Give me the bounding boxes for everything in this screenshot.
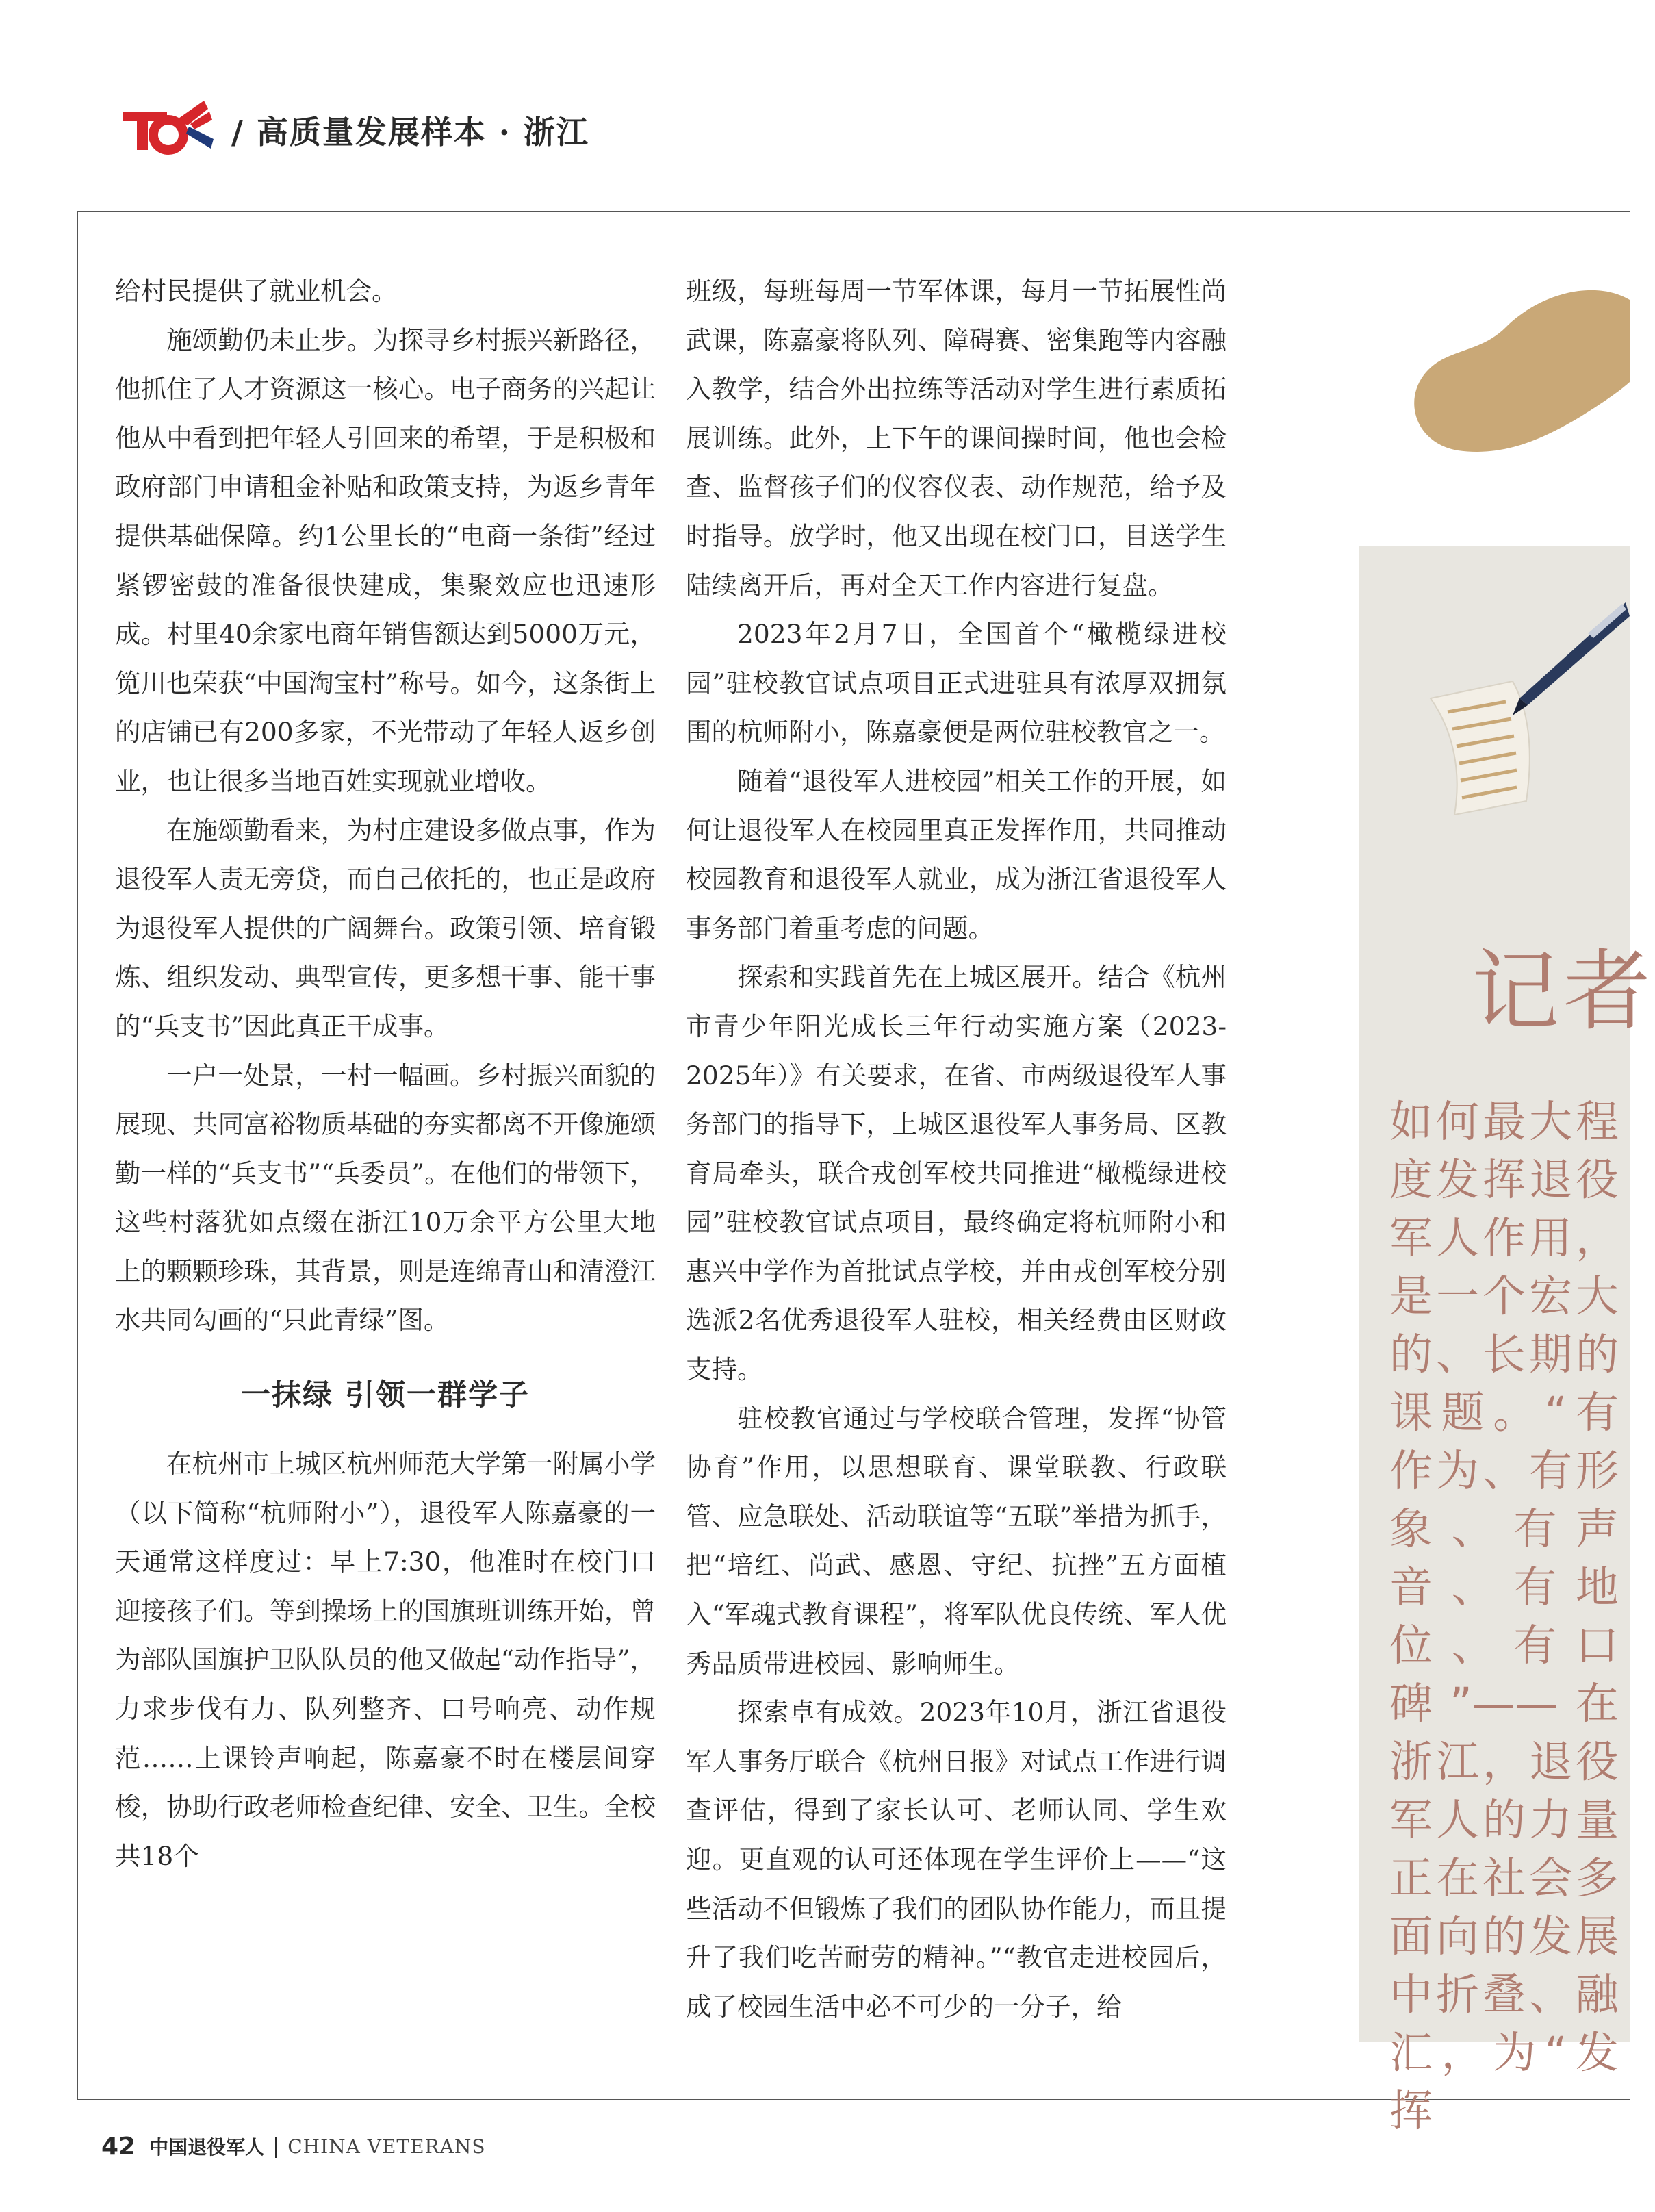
magazine-name: 中国退役军人 [149,2136,265,2159]
page-header [123,96,589,164]
article-column-1 [115,267,656,1881]
paragraph: 在杭州市上城区杭州师范大学第一附属小学（以下简称“杭师附小”），退役军人陈嘉豪的一天通常这样度过：早上7:30，他准时在校门口迎接孩子们。等到操场上的国旗班训练开始，曾为部队国旗护卫队队员的他又做起“动作指导”，力求步伐有力、队列整齐、口号响亮、动作规范……上课铃声响起，陈嘉豪不时在楼层间穿梭，协助行政老师检查纪律、安全、卫生。全校共18个 [115,1449,656,1871]
paragraph: 在施颂勤看来，为村庄建设多做点事，作为退役军人责无旁贷，而自己依托的，也正是政府为退役军人提供的广阔舞台。政策引领、培育锻炼、组织发动、典型宣传，更多想干事、能干事的“兵支书”因此真正干成事。 [115,815,656,1041]
sidebar-label: 记者 [1472,941,1655,1043]
section-title: / 高质量发展样本 · 浙江 [231,114,589,151]
magazine-logo [123,99,219,161]
decorative-blob [1403,286,1630,464]
paragraph: 一户一处景，一村一幅画。乡村振兴面貌的展现、共同富裕物质基础的夯实都离不开像施颂勤一样的“兵支书”“兵委员”。在他们的带领下，这些村落犹如点缀在浙江10万余平方公里大地上的颗颗珍珠，其背景，则是连绵青山和清澄江水共同勾画的“只此青绿”图。 [115,1060,656,1336]
paragraph: 探索卓有成效。2023年10月，浙江省退役军人事务厅联合《杭州日报》对试点工作进行调查评估，得到了家长认可、老师认同、学生欢迎。更直观的认可还体现在学生评价上——“这些活动不但锻炼了我们的团队协作能力，而且提升了我们吃苦耐劳的精神。”“教官走进校园后，成了校园生活中必不可少的一分子，给 [686,1697,1227,2022]
article-column-2 [686,267,1227,2031]
paragraph: 施颂勤仍未止步。为探寻乡村振兴新路径，他抓住了人才资源这一核心。电子商务的兴起让他从中看到把年轻人引回来的希望，于是积极和政府部门申请租金补贴和政策支持，为返乡青年提供基础保障。约1公里长的“电商一条街”经过紧锣密鼓的准备很快建成，集聚效应也迅速形成。村里40余家电商年销售额达到5000万元，笕川也荣获“中国淘宝村”称号。如今，这条街上的店铺已有200多家，不光带动了年轻人返乡创业，也让很多当地百姓实现就业增收。 [115,325,656,796]
paragraph: 驻校教官通过与学校联合管理，发挥“协管协育”作用，以思想联育、课堂联教、行政联管、应急联处、活动联谊等“五联”举措为抓手，把“培红、尚武、感恩、守纪、抗挫”五方面植入“军魂式教育课程”，将军队优良传统、军人优秀品质带进校园、影响师生。 [686,1403,1227,1679]
paragraph: 探索和实践首先在上城区展开。结合《杭州市青少年阳光成长三年行动实施方案（2023-2025年）》有关要求，在省、市两级退役军人事务部门的指导下，上城区退役军人事务局、区教育局牵头，联合戎创军校共同推进“橄榄绿进校园”驻校教官试点项目，最终确定将杭师附小和惠兴中学作为首批试点学校，并由戎创军校分别选派2名优秀退役军人驻校，相关经费由区财政支持。 [686,962,1227,1385]
paragraph: 2023年2月7日，全国首个“橄榄绿进校园”驻校教官试点项目正式进驻具有浓厚双拥氛围的杭师附小，陈嘉豪便是两位驻校教官之一。 [686,619,1227,748]
section-subheading: 一抹绿 引领一群学子 [241,1378,530,1413]
paragraph: 随着“退役军人进校园”相关工作的开展，如何让退役军人在校园里真正发挥作用，共同推动校园教育和退役军人就业，成为浙江省退役军人事务部门着重考虑的问题。 [686,765,1227,943]
paragraph: 给村民提供了就业机会。 [115,276,398,306]
pen-and-paper-illustration [1417,596,1630,822]
footer-separator: | [272,2134,280,2159]
paragraph: 班级，每班每周一节军体课，每月一节拓展性尚武课，陈嘉豪将队列、障碍赛、密集跑等内容融入教学，结合外出拉练等活动对学生进行素质拓展训练。此外，上下午的课间操时间，他也会检查、监督孩子们的仪容仪表、动作规范，给予及时指导。放学时，他又出现在校门口，目送学生陆续离开后，再对全天工作内容进行复盘。 [686,276,1227,600]
pull-quote: 如何最大程度发挥退役军人作用，是一个宏大的、长期的课题。“有作为、有形象、有声音、有地位、有口碑”——在浙江，退役军人的力量正在社会多面向的发展中折叠、融汇，为“发挥 [1389,1097,1619,2136]
magazine-name-en: CHINA VETERANS [287,2135,486,2158]
page-number: 42 [101,2132,136,2161]
page-footer [101,2129,486,2163]
